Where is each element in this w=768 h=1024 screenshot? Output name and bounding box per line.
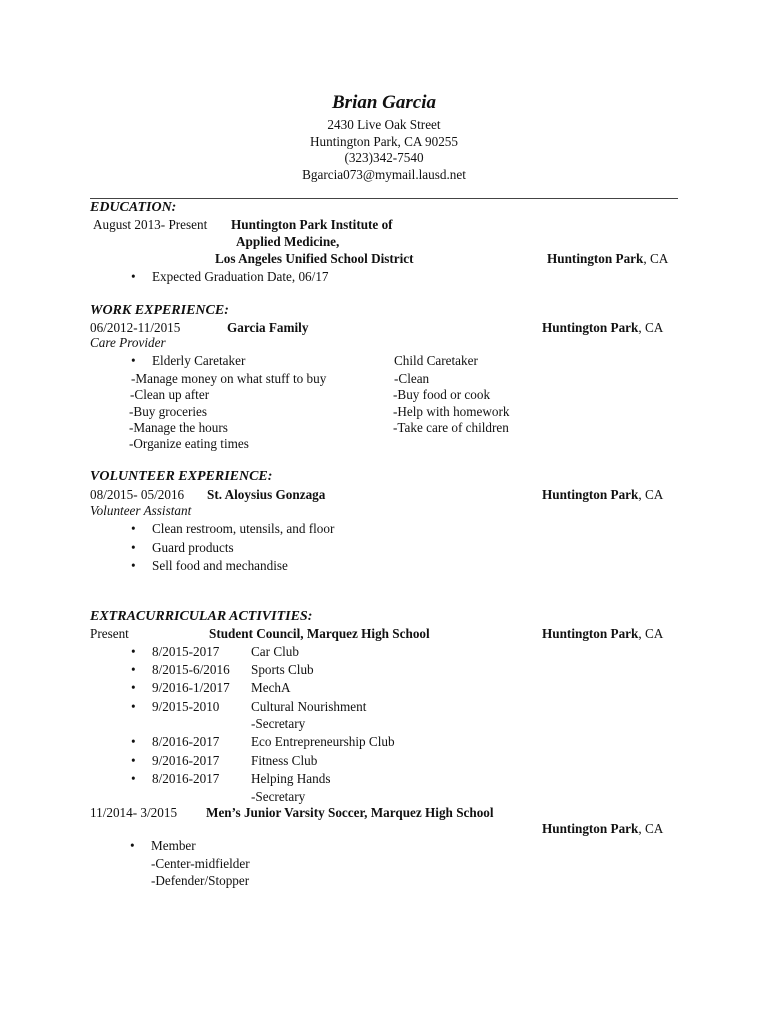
activity-date: • 9/2015-2010 bbox=[152, 699, 219, 715]
work-right-item: -Help with homework bbox=[393, 404, 510, 419]
extracurricular-org: Student Council, Marquez High School bbox=[209, 626, 430, 641]
soccer-position: -Defender/Stopper bbox=[151, 873, 250, 888]
activity-name: Fitness Club bbox=[251, 753, 318, 768]
address-line: 2430 Live Oak Street bbox=[327, 117, 441, 132]
work-left-item: -Manage the hours bbox=[129, 420, 228, 435]
volunteer-bullet: • Sell food and mechandise bbox=[152, 558, 288, 574]
volunteer-role: Volunteer Assistant bbox=[90, 503, 192, 518]
education-location bbox=[547, 251, 668, 267]
volunteer-heading: VOLUNTEER EXPERIENCE: bbox=[90, 469, 273, 484]
extracurricular-heading: EXTRACURRICULAR ACTIVITIES: bbox=[90, 609, 313, 624]
education-bullet: • Expected Graduation Date, 06/17 bbox=[152, 269, 329, 285]
soccer-org: Men’s Junior Varsity Soccer, Marquez High School bbox=[206, 805, 494, 820]
activity-name: Cultural Nourishment bbox=[251, 699, 367, 714]
activity-name: Helping Hands bbox=[251, 771, 331, 786]
soccer-position: -Center-midfielder bbox=[151, 856, 250, 871]
location-state: , CA bbox=[638, 487, 664, 502]
activity-date: • 9/2016-1/2017 bbox=[152, 680, 230, 696]
location-city: Huntington Park bbox=[542, 320, 639, 335]
activity-name: Eco Entrepreneurship Club bbox=[251, 734, 395, 749]
education-date: August 2013- Present bbox=[93, 217, 208, 232]
work-left-item: -Organize eating times bbox=[129, 436, 249, 451]
education-school-line2: Applied Medicine, bbox=[236, 234, 340, 249]
header-divider bbox=[90, 198, 678, 199]
education-heading: EDUCATION: bbox=[90, 200, 177, 215]
location-city: Huntington Park bbox=[542, 821, 639, 836]
education-school-line3: Los Angeles Unified School District bbox=[215, 251, 414, 266]
work-right-item: -Clean bbox=[394, 371, 430, 386]
work-left-item: -Manage money on what stuff to buy bbox=[131, 371, 327, 386]
location-city: Huntington Park bbox=[547, 251, 644, 266]
location-city: Huntington Park bbox=[542, 487, 639, 502]
volunteer-location bbox=[542, 487, 663, 503]
work-right-title: Child Caretaker bbox=[394, 353, 478, 368]
work-org: Garcia Family bbox=[227, 320, 309, 335]
activity-date: • 8/2015-6/2016 bbox=[152, 662, 230, 678]
activity-name: MechA bbox=[251, 680, 291, 695]
city-line: Huntington Park, CA 90255 bbox=[310, 134, 458, 149]
resume-name: Brian Garcia bbox=[332, 92, 436, 113]
work-left-title: • Elderly Caretaker bbox=[152, 353, 245, 369]
volunteer-date: 08/2015- 05/2016 bbox=[90, 487, 185, 502]
activity-name: Sports Club bbox=[251, 662, 314, 677]
activity-role: -Secretary bbox=[251, 789, 306, 804]
work-date: 06/2012-11/2015 bbox=[90, 320, 181, 335]
extracurricular-date: Present bbox=[90, 626, 129, 641]
volunteer-org: St. Aloysius Gonzaga bbox=[207, 487, 326, 502]
activity-date: • 8/2016-2017 bbox=[152, 734, 219, 750]
soccer-location bbox=[542, 821, 663, 837]
work-right-item: -Buy food or cook bbox=[393, 387, 491, 402]
location-city: Huntington Park bbox=[542, 626, 639, 641]
location-state: , CA bbox=[638, 320, 664, 335]
work-heading: WORK EXPERIENCE: bbox=[90, 303, 229, 318]
work-right-item: -Take care of children bbox=[393, 420, 509, 435]
location-state: , CA bbox=[638, 821, 664, 836]
education-school-line1: Huntington Park Institute of bbox=[231, 217, 393, 232]
activity-date: • 8/2016-2017 bbox=[152, 771, 219, 787]
activity-name: Car Club bbox=[251, 644, 299, 659]
extracurricular-location bbox=[542, 626, 663, 642]
phone-line: (323)342-7540 bbox=[344, 150, 424, 165]
activity-role: -Secretary bbox=[251, 716, 306, 731]
location-state: , CA bbox=[638, 626, 664, 641]
volunteer-bullet: • Clean restroom, utensils, and floor bbox=[152, 521, 334, 537]
work-location bbox=[542, 320, 663, 336]
email-line: Bgarcia073@mymail.lausd.net bbox=[302, 167, 466, 182]
work-left-item: -Buy groceries bbox=[129, 404, 207, 419]
activity-date: • 9/2016-2017 bbox=[152, 753, 219, 769]
soccer-date: 11/2014- 3/2015 bbox=[90, 805, 178, 820]
activity-date: • 8/2015-2017 bbox=[152, 644, 219, 660]
work-left-item: -Clean up after bbox=[130, 387, 210, 402]
location-state: , CA bbox=[643, 251, 669, 266]
work-role: Care Provider bbox=[90, 335, 166, 350]
volunteer-bullet: • Guard products bbox=[152, 540, 234, 556]
soccer-bullet: • Member bbox=[151, 838, 196, 854]
